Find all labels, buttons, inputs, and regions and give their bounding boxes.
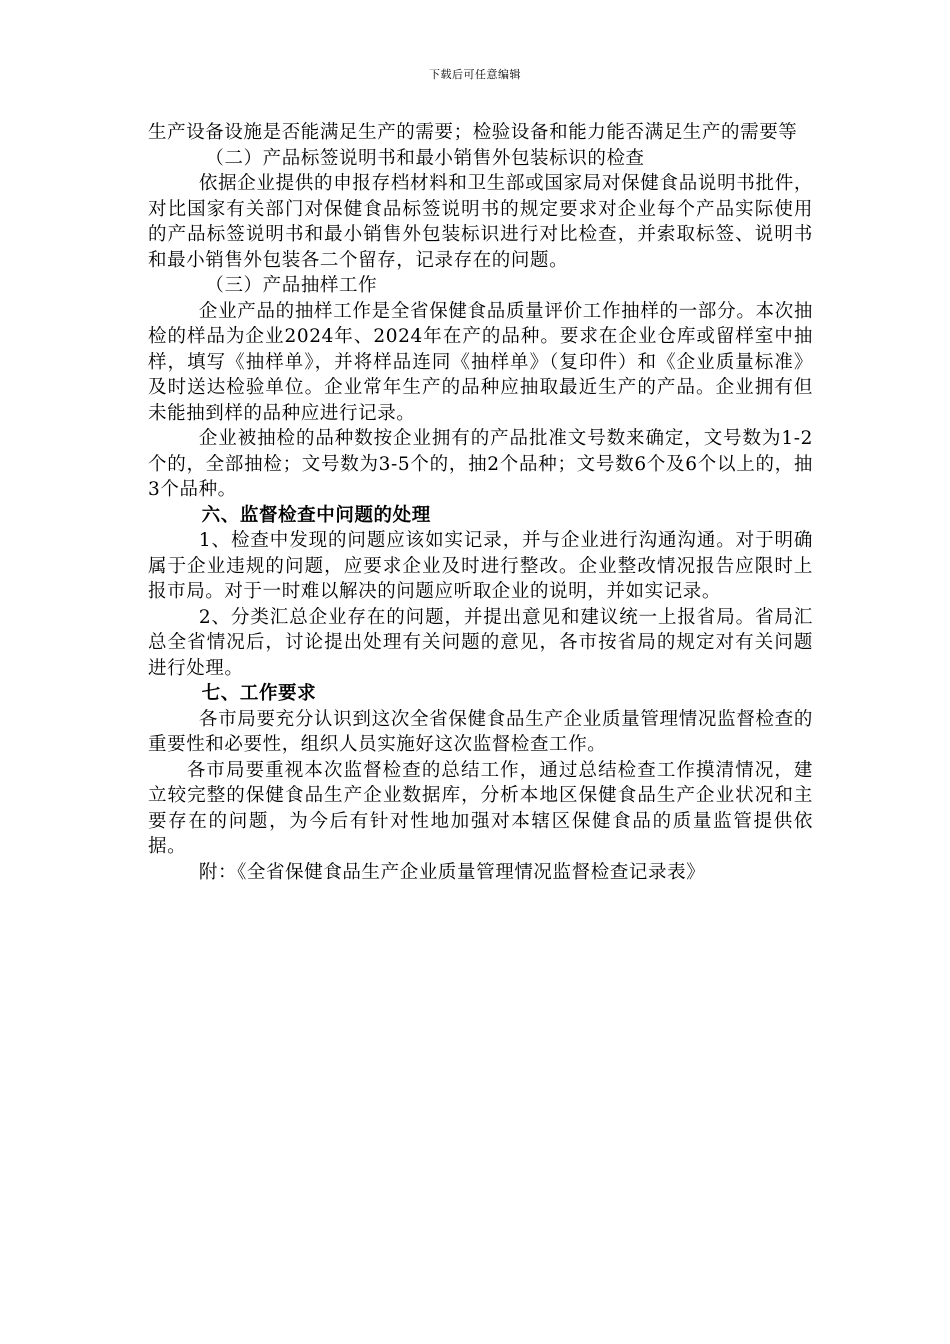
paragraph-attachment: 附：《全省保健食品生产企业质量管理情况监督检查记录表》 bbox=[198, 861, 706, 883]
paragraph-requirement-awareness: 各市局要充分认识到这次全省保健食品生产企业质量管理情况监督检查的重要性和必要性，组织人员实施好这次监督检查工作。 bbox=[148, 708, 813, 755]
paragraph-sampling: 企业产品的抽样工作是全省保健食品质量评价工作抽样的一部分。本次抽检的样品为企业2024年、2024年在产的品种。要求在企业仓库或留样室中抽样，填写《抽样单》，并将样品连同《抽样单》（复印件）和《企业质量标准》及时送达检验单位。企业常年生产的品种应抽取最近生产的产品。企业拥有但未能抽到样的品种应进行记录。 bbox=[148, 300, 813, 424]
document-body bbox=[148, 120, 813, 885]
paragraph-requirement-summary: 各市局要重视本次监督检查的总结工作，通过总结检查工作摸清情况，建立较完整的保健食品生产企业数据库，分析本地区保健食品生产企业状况和主要存在的问题，为今后有针对性地加强对本辖区保健食品的质量监管提供依据。 bbox=[148, 759, 813, 857]
paragraph-problem-summary: 2、分类汇总企业存在的问题，并提出意见和建议统一上报省局。省局汇总全省情况后，讨论提出处理有关问题的意见，各市按省局的规定对有关问题进行处理。 bbox=[148, 606, 813, 679]
section-heading-work-requirements: 七、工作要求 bbox=[201, 683, 317, 704]
paragraph-label-inspection: 依据企业提供的申报存档材料和卫生部或国家局对保健食品说明书批件，对比国家有关部门对保健食品标签说明书的规定要求对企业每个产品实际使用的产品标签说明书和最小销售外包装标识进行对比检查，并索取标签、说明书和最小销售外包装各二个留存，记录存在的问题。 bbox=[148, 173, 813, 271]
paragraph-equipment: 生产设备设施是否能满足生产的需要；检验设备和能力能否满足生产的需要等 bbox=[148, 122, 798, 143]
section-heading-problem-handling: 六、监督检查中问题的处理 bbox=[201, 504, 431, 526]
subheading-label-inspection: （二）产品标签说明书和最小销售外包装标识的检查 bbox=[205, 147, 645, 169]
page-header-note: 下载后可任意编辑 bbox=[429, 68, 521, 81]
subheading-sampling: （三）产品抽样工作 bbox=[205, 275, 378, 296]
paragraph-problem-record: 1、检查中发现的问题应该如实记录，并与企业进行沟通沟通。对于明确属于企业违规的问题，应要求企业及时进行整改。企业整改情况报告应限时上报市局。对于一时难以解决的问题应听取企业的说明，并如实记录。 bbox=[148, 530, 813, 602]
paragraph-sample-count: 企业被抽检的品种数按企业拥有的产品批准文号数来确定，文号数为1-2个的，全部抽检；文号数为3-5个的，抽2个品种；文号数6个及6个以上的，抽3个品种。 bbox=[148, 428, 813, 500]
